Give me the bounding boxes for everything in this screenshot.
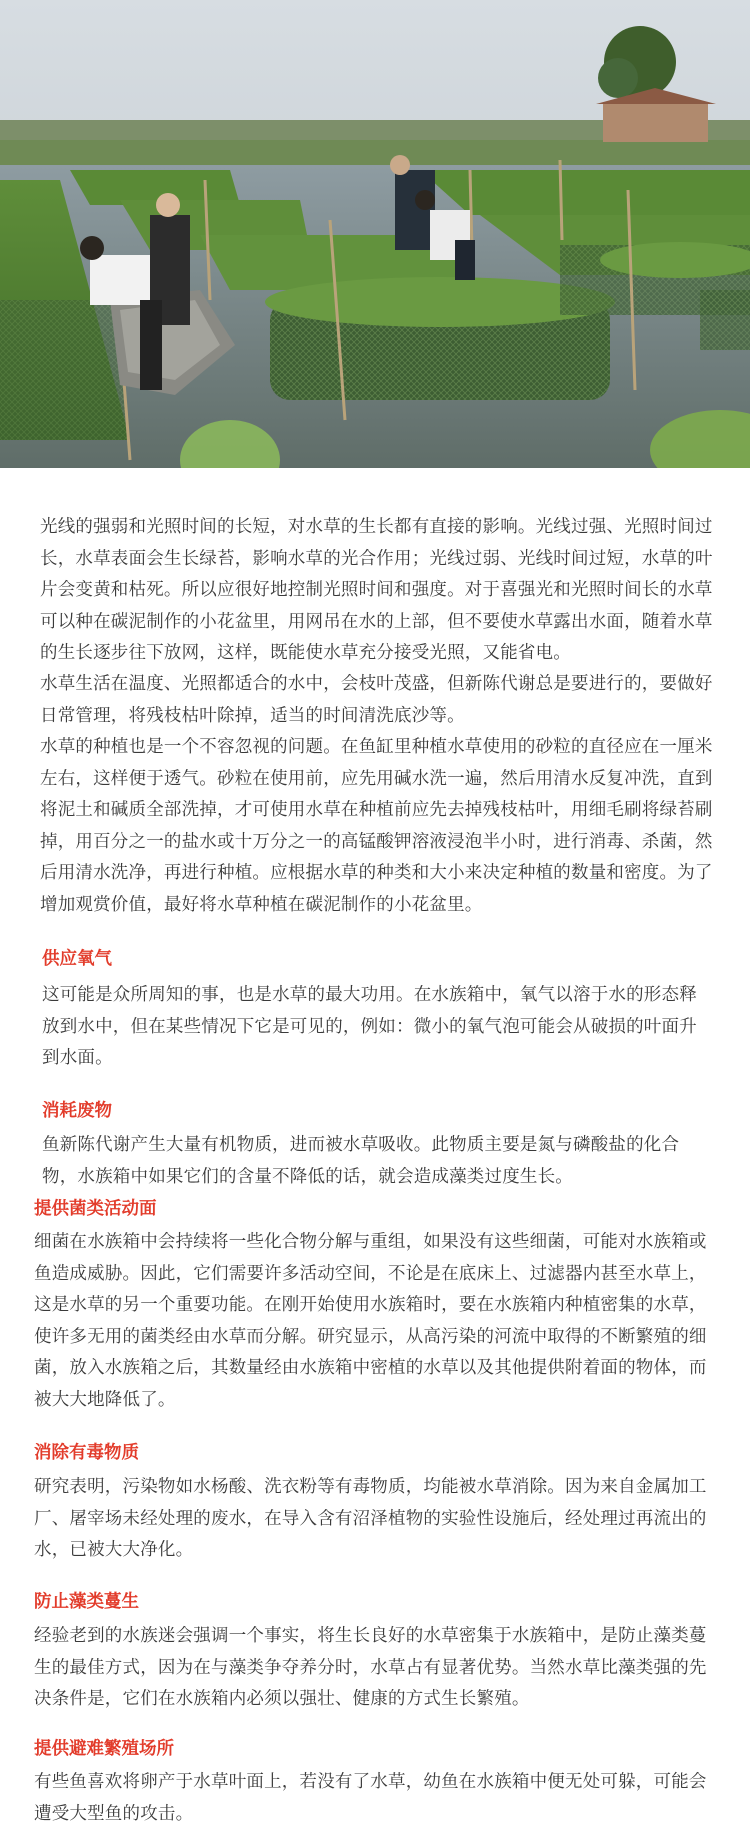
- section-heading-algae: 防止藻类蔓生: [34, 1592, 139, 1612]
- section-heading-toxins: 消除有毒物质: [34, 1443, 139, 1463]
- intro-paragraph-1: 光线的强弱和光照时间的长短，对水草的生长都有直接的影响。光线过强、光照时间过长，水草表面会生长绿苔，影响水草的光合作用；光线过弱、光线时间过短，水草的叶片会变黄和枯死。所以应很好地控制光照时间和强度。对于喜强光和光照时间长的水草可以种在碳泥制作的小花盆里，用网吊在水的上部，但不要使水草露出水面，随着水草的生长逐步往下放网，这样，既能使水草充分接受光照，又能省电。: [40, 517, 713, 663]
- intro-paragraph-2: 水草生活在温度、光照都适合的水中，会枝叶茂盛，但新陈代谢总是要进行的，要做好日常管理，将残枝枯叶除掉，适当的时间清洗底沙等。: [40, 674, 713, 726]
- section-body-bacteria: 细菌在水族箱中会持续将一些化合物分解与重组，如果没有这些细菌，可能对水族箱或鱼造成威胁。因此，它们需要许多活动空间，不论是在底床上、过滤器内甚至水草上，这是水草的另一个重要功能。在刚开始使用水族箱时，要在水族箱内种植密集的水草，使许多无用的菌类经由水草而分解。研究显示，从高污染的河流中取得的不断繁殖的细菌，放入水族箱之后，其数量经由水族箱中密植的水草以及其他提供附着面的物体，而被大大地降低了。: [34, 1232, 707, 1410]
- intro-paragraph-3: 水草的种植也是一个不容忽视的问题。在鱼缸里种植水草使用的砂粒的直径应在一厘米左右，这样便于透气。砂粒在使用前，应先用碱水洗一遍，然后用清水反复冲洗，直到将泥土和碱质全部洗掉，才可使用水草在种植前应先去掉残枝枯叶，用细毛刷将绿苔刷掉，用百分之一的盐水或十万分之一的高锰酸钾溶液浸泡半小时，进行消毒、杀菌，然后用清水洗净，再进行种植。应根据水草的种类和大小来决定种植的数量和密度。为了增加观赏价值，最好将水草种植在碳泥制作的小花盆里。: [40, 737, 713, 915]
- aquatic-plant-farm-photo: [0, 0, 750, 468]
- section-heading-waste: 消耗废物: [42, 1101, 112, 1121]
- section-body-oxygen: 这可能是众所周知的事，也是水草的最大功用。在水族箱中，氧气以溶于水的形态释放到水中，但在某些情况下它是可见的，例如：微小的氧气泡可能会从破损的叶面升到水面。: [42, 985, 697, 1068]
- section-body-algae: 经验老到的水族迷会强调一个事实，将生长良好的水草密集于水族箱中，是防止藻类蔓生的最佳方式，因为在与藻类争夺养分时，水草占有显著优势。当然水草比藻类强的先决条件是，它们在水族箱内必须以强壮、健康的方式生长繁殖。: [34, 1626, 707, 1709]
- section-body-toxins: 研究表明，污染物如水杨酸、洗衣粉等有毒物质，均能被水草消除。因为来自金属加工厂、屠宰场未经处理的废水，在导入含有沼泽植物的实验性设施后，经处理过再流出的水，已被大大净化。: [34, 1477, 707, 1560]
- section-heading-bacteria: 提供菌类活动面: [34, 1199, 157, 1219]
- section-body-waste: 鱼新陈代谢产生大量有机物质，进而被水草吸收。此物质主要是氮与磷酸盐的化合物，水族箱中如果它们的含量不降低的话，就会造成藻类过度生长。: [42, 1135, 680, 1187]
- article-body: [0, 468, 750, 1836]
- section-heading-shelter: 提供避难繁殖场所: [34, 1739, 174, 1759]
- section-heading-oxygen: 供应氧气: [42, 949, 112, 969]
- section-body-shelter: 有些鱼喜欢将卵产于水草叶面上，若没有了水草，幼鱼在水族箱中便无处可躲，可能会遭受大型鱼的攻击。: [34, 1772, 707, 1824]
